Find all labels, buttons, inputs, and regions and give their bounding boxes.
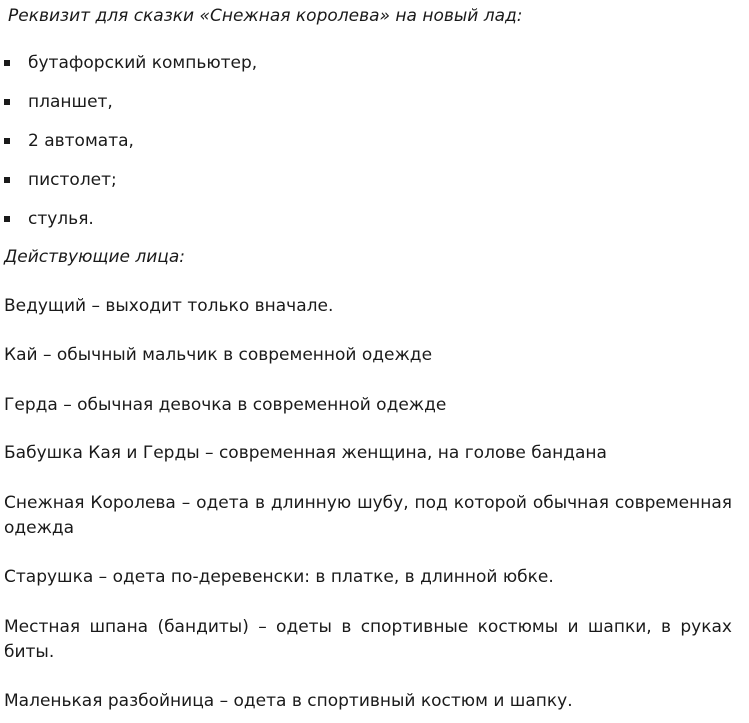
character-paragraph: Герда – обычная девочка в современной одежде (4, 395, 447, 415)
list-item-text: планшет, (28, 92, 113, 112)
list-item (0, 90, 257, 129)
list-item (0, 207, 257, 246)
character-paragraph: Бабушка Кая и Герды – современная женщина, на голове бандана (4, 443, 607, 463)
character-paragraph: Маленькая разбойница – одета в спортивный костюм и шапку. (4, 691, 573, 711)
character-paragraph: Местная шпана (бандиты) – одеты в спортивные костюмы и шапки, в руках биты. (4, 617, 732, 662)
square-bullet-icon (4, 99, 10, 105)
character-paragraph: Снежная Королева – одета в длинную шубу, под которой обычная современная одежда (4, 493, 732, 538)
props-list (0, 51, 257, 246)
list-item-text: пистолет; (28, 170, 117, 190)
list-item (0, 129, 257, 168)
list-item-text: стулья. (28, 209, 94, 229)
list-item-text: бутафорский компьютер, (28, 53, 258, 73)
character-paragraph: Ведущий – выходит только вначале. (4, 296, 334, 316)
cast-heading: Действующие лица: (4, 247, 185, 267)
props-heading: Реквизит для сказки «Снежная королева» на новый лад: (8, 6, 523, 26)
character-paragraph: Старушка – одета по-деревенски: в платке, в длинной юбке. (4, 567, 554, 587)
character-paragraph: Кай – обычный мальчик в современной одежде (4, 345, 433, 365)
list-item (0, 51, 257, 90)
square-bullet-icon (4, 138, 10, 144)
square-bullet-icon (4, 177, 10, 183)
square-bullet-icon (4, 60, 10, 66)
list-item-text: 2 автомата, (28, 131, 134, 151)
list-item (0, 168, 257, 207)
square-bullet-icon (4, 216, 10, 222)
